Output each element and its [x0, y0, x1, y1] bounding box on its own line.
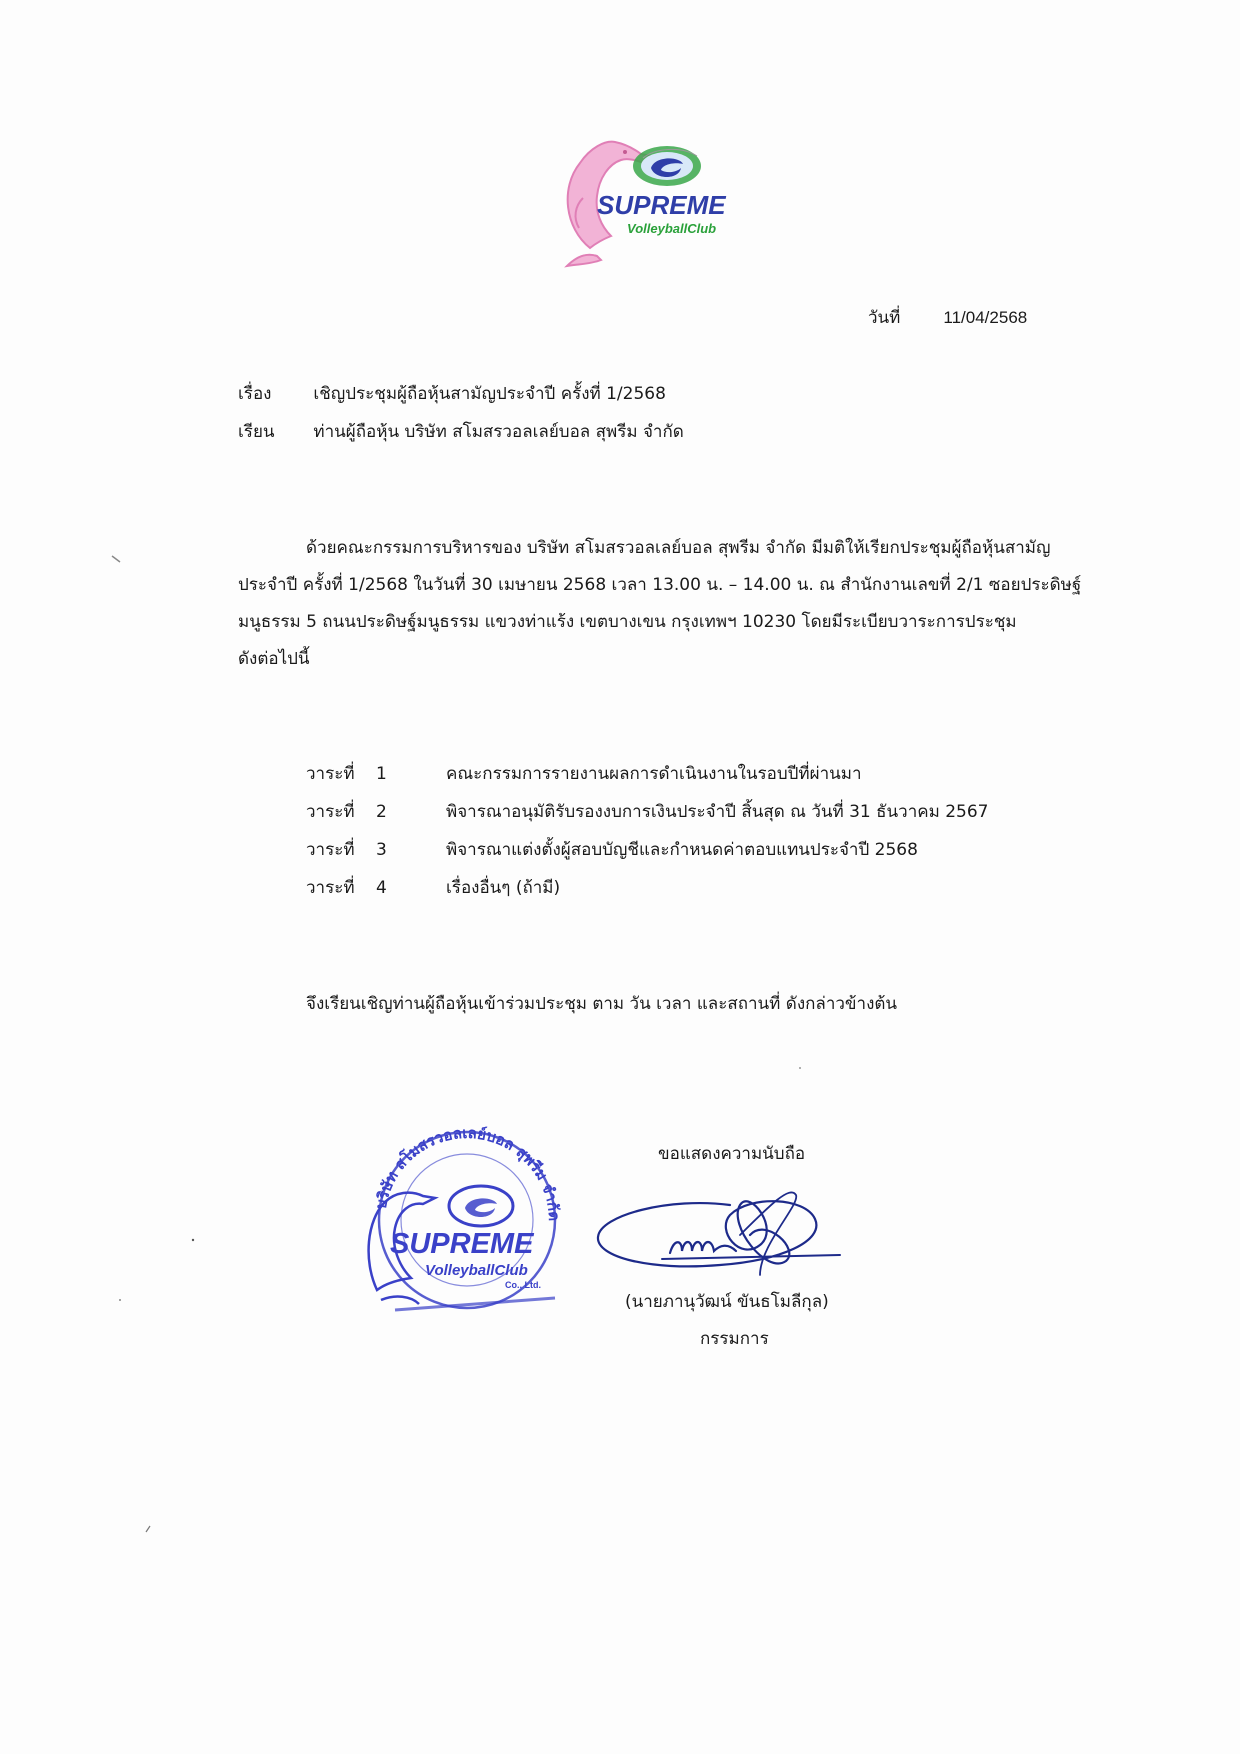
subject-label: เรื่อง	[238, 384, 272, 404]
body-line: ประจำปี ครั้งที่ 1/2568 ในวันที่ 30 เมษายน 2568 เวลา 13.00 น. – 14.00 น. ณ สำนักงานเลขที่ 2/1 ซอยประดิษฐ์	[238, 575, 1082, 595]
agenda-number: 4	[376, 878, 387, 898]
stamp-ltd-text: Co., Ltd.	[505, 1280, 541, 1290]
date-value: 11/04/2568	[943, 308, 1028, 327]
agenda-text: พิจารณาอนุมัติรับรองงบการเงินประจำปี สิ้นสุด ณ วันที่ 31 ธันวาคม 2567	[446, 802, 989, 822]
stamp-brand-text: SUPREME	[390, 1228, 534, 1260]
body-line: มนูธรรม 5 ถนนประดิษฐ์มนูธรรม แขวงท่าแร้ง เขตบางเขน กรุงเทพฯ 10230 โดยมีระเบียบวาระการประชุม	[238, 612, 1017, 632]
subject-value: เชิญประชุมผู้ถือหุ้นสามัญประจำปี ครั้งที่ 1/2568	[313, 384, 666, 404]
body-line: ด้วยคณะกรรมการบริหารของ บริษัท สโมสรวอลเลย์บอล สุพรีม จำกัด มีมติให้เรียกประชุมผู้ถือหุ้นสามัญ	[306, 538, 1051, 558]
agenda-item	[306, 874, 989, 912]
recipient-label: เรียน	[238, 422, 275, 442]
handwritten-signature	[590, 1175, 850, 1295]
agenda-number: 1	[376, 764, 387, 784]
agenda-label: วาระที่	[306, 802, 355, 822]
agenda-number: 3	[376, 840, 387, 860]
agenda-number: 2	[376, 802, 387, 822]
closing-sentence: จึงเรียนเชิญท่านผู้ถือหุ้นเข้าร่วมประชุม ตาม วัน เวลา และสถานที่ ดังกล่าวข้างต้น	[306, 994, 898, 1014]
recipient-row	[238, 418, 684, 445]
stamp-seal-icon	[355, 1110, 575, 1320]
date-label: วันที่	[868, 308, 901, 328]
closing-respect: ขอแสดงความนับถือ	[658, 1144, 806, 1164]
agenda-item	[306, 798, 989, 836]
company-stamp	[355, 1110, 575, 1320]
signature-scribble-icon	[590, 1175, 850, 1295]
agenda-label: วาระที่	[306, 840, 355, 860]
stamp-sub-text: VolleyballClub	[425, 1262, 528, 1279]
signer-name: (นายภานุวัฒน์ ขันธโมลีกุล)	[625, 1292, 829, 1312]
company-logo	[555, 128, 755, 268]
agenda-text: คณะกรรมการรายงานผลการดำเนินงานในรอบปีที่ผ่านมา	[446, 764, 862, 784]
date-row	[868, 304, 1027, 331]
agenda-list	[306, 760, 989, 912]
stamp-company-name: บริษัท สโมสรวอลเลย์บอล สุพรีม จำกัด	[371, 1123, 564, 1222]
body-line: ดังต่อไปนี้	[238, 649, 310, 669]
logo-sub-text: VolleyballClub	[627, 221, 717, 236]
recipient-value: ท่านผู้ถือหุ้น บริษัท สโมสรวอลเลย์บอล สุพรีม จำกัด	[313, 422, 684, 442]
agenda-item	[306, 760, 989, 798]
agenda-label: วาระที่	[306, 764, 355, 784]
body-paragraph	[238, 530, 1082, 678]
logo-brand-text: SUPREME	[597, 190, 726, 220]
signer-title: กรรมการ	[700, 1329, 769, 1349]
agenda-text: พิจารณาแต่งตั้งผู้สอบบัญชีและกำหนดค่าตอบแทนประจำปี 2568	[446, 840, 918, 860]
agenda-label: วาระที่	[306, 878, 355, 898]
agenda-text: เรื่องอื่นๆ (ถ้ามี)	[446, 878, 561, 898]
agenda-item	[306, 836, 989, 874]
subject-row	[238, 380, 666, 407]
